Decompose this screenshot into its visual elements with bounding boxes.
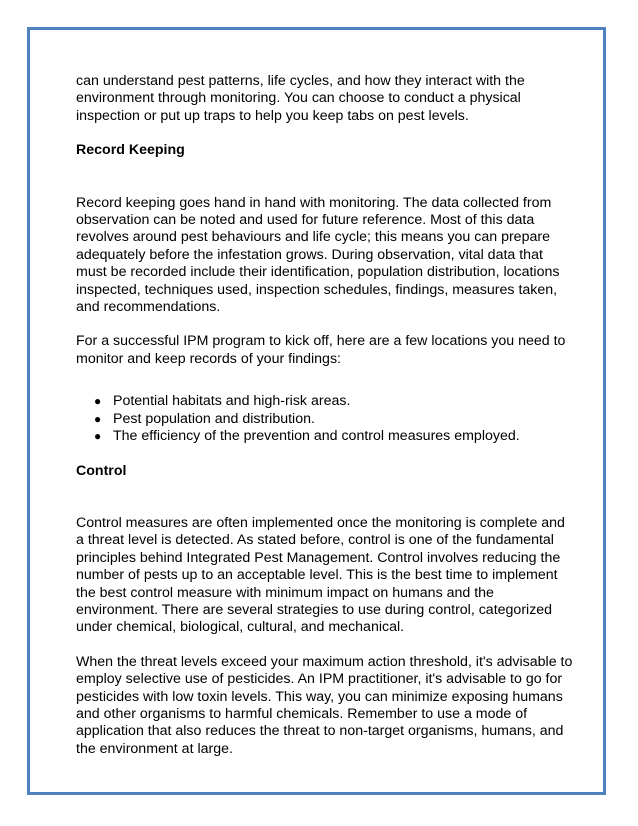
list-item-text: Pest population and distribution. (113, 410, 315, 427)
pesticides-paragraph: When the threat levels exceed your maximum action threshold, it's advisable to employ selective use of pesticides. An IPM practitioner, it's advisable to go for pesticides with low toxin levels. This way, you can minimize exposing humans and other organisms to harmful chemicals. Remember to use a mode of application that also reduces the threat to non-target organisms, humans, and the environment at large. (76, 653, 573, 757)
locations-paragraph: For a successful IPM program to kick off, here are a few locations you need to monitor and keep records of your findings: (76, 333, 566, 367)
heading-record-keeping: Record Keeping (76, 142, 185, 159)
record-keeping-paragraph: Record keeping goes hand in hand with monitoring. The data collected from observation can be noted and used for future reference. Most of this data revolves around pest behaviours and life cycle; this means you can prepare adequately before the infestation grows. During observation, vital data that must be recorded include their identification, population distribution, locations inspected, techniques used, inspection schedules, findings, measures taken, and recommendations. (76, 194, 560, 316)
bullet-icon: ● (94, 429, 102, 444)
document-body (76, 73, 576, 775)
bullet-icon: ● (94, 394, 102, 409)
list-item-text: Potential habitats and high-risk areas. (113, 393, 351, 410)
control-measures-paragraph: Control measures are often implemented once the monitoring is complete and a threat level is detected. As stated before, control is one of the fundamental principles behind Integrated Pest Management. Control involves reducing the number of pests up to an acceptable level. This is the best time to implement the best control measure with minimum impact on humans and the environment. There are several strategies to use during control, categorized under chemical, biological, cultural, and mechanical. (76, 514, 565, 636)
list-item (94, 428, 576, 445)
monitoring-locations-list (76, 393, 576, 445)
list-item (94, 410, 576, 428)
list-item-text: The efficiency of the prevention and control measures employed. (113, 428, 520, 445)
bullet-icon: ● (94, 411, 102, 426)
heading-control: Control (76, 462, 127, 479)
list-item (94, 393, 576, 410)
intro-paragraph: can understand pest patterns, life cycles, and how they interact with the environment through monitoring. You can choose to conduct a physical inspection or put up traps to help you keep tabs on pest levels. (76, 73, 525, 124)
